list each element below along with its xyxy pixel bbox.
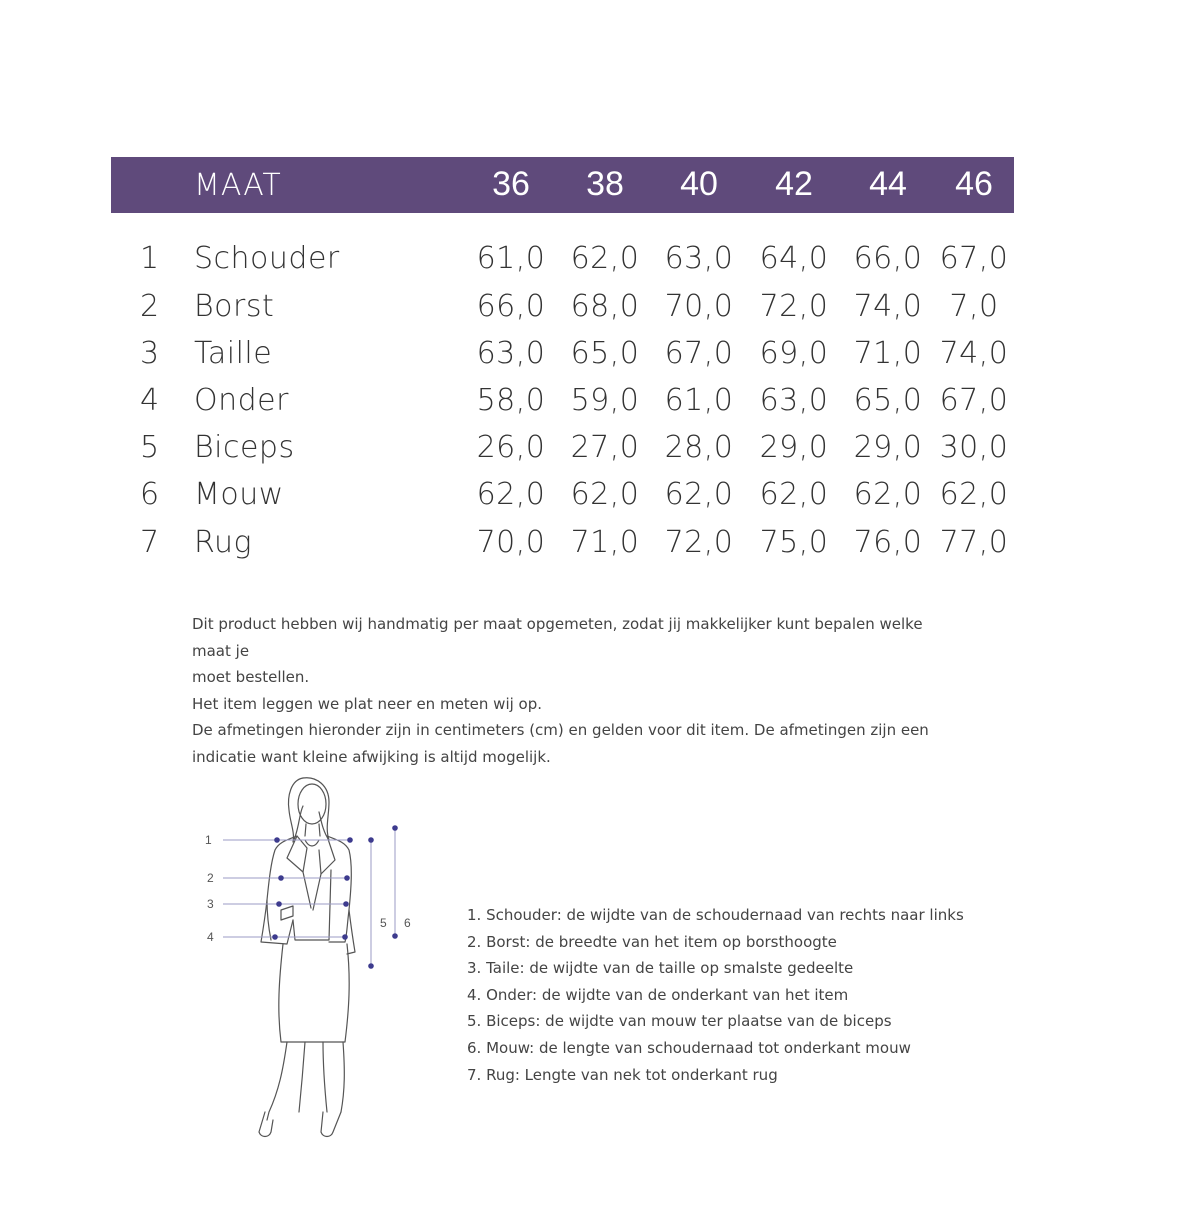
row-label: Rug — [194, 525, 253, 560]
table-cell: 26,0 — [476, 430, 546, 465]
table-cell: 63,0 — [759, 383, 829, 418]
legend-item: 4. Onder: de wijdte van de onderkant van het item — [467, 985, 849, 1004]
row-number: 6 — [140, 477, 160, 512]
table-cell: 7,0 — [949, 289, 999, 324]
table-cell: 62,0 — [853, 477, 923, 512]
row-label: Taille — [194, 336, 273, 371]
size-col-36: 36 — [492, 165, 530, 203]
table-cell: 62,0 — [939, 477, 1009, 512]
table-cell: 74,0 — [853, 289, 923, 324]
intro-line: indicatie want kleine afwijking is altijd mogelijk. — [192, 747, 551, 766]
table-cell: 65,0 — [570, 336, 640, 371]
row-number: 1 — [140, 241, 160, 276]
table-cell: 62,0 — [570, 241, 640, 276]
row-label: Borst — [194, 289, 275, 324]
table-cell: 75,0 — [759, 525, 829, 560]
row-number: 7 — [140, 525, 160, 560]
row-number: 4 — [140, 383, 160, 418]
table-cell: 27,0 — [570, 430, 640, 465]
table-cell: 72,0 — [664, 525, 734, 560]
table-cell: 70,0 — [476, 525, 546, 560]
table-cell: 62,0 — [664, 477, 734, 512]
table-cell: 58,0 — [476, 383, 546, 418]
figure-label-4: 4 — [207, 930, 214, 944]
table-cell: 61,0 — [664, 383, 734, 418]
figure-label-6: 6 — [404, 916, 411, 930]
table-cell: 30,0 — [939, 430, 1009, 465]
table-cell: 77,0 — [939, 525, 1009, 560]
intro-line: moet bestellen. — [192, 668, 310, 686]
table-cell: 67,0 — [939, 241, 1009, 276]
measurement-intro-text — [192, 611, 952, 770]
table-cell: 76,0 — [853, 525, 923, 560]
table-cell: 71,0 — [570, 525, 640, 560]
table-cell: 66,0 — [853, 241, 923, 276]
row-label: Biceps — [194, 430, 295, 465]
size-header-label: MAAT — [194, 168, 282, 203]
row-label: Onder — [194, 383, 289, 418]
figure-label-1: 1 — [205, 833, 212, 847]
table-cell: 71,0 — [853, 336, 923, 371]
size-col-40: 40 — [680, 165, 718, 203]
table-cell: 62,0 — [476, 477, 546, 512]
table-cell: 61,0 — [476, 241, 546, 276]
table-cell: 67,0 — [664, 336, 734, 371]
table-cell: 74,0 — [939, 336, 1009, 371]
size-col-42: 42 — [775, 165, 813, 203]
legend-item: 7. Rug: Lengte van nek tot onderkant rug — [467, 1065, 778, 1084]
row-number: 3 — [140, 336, 160, 371]
intro-line: Het item leggen we plat neer en meten wij op. — [192, 694, 543, 713]
row-number: 2 — [140, 289, 160, 324]
legend-item: 1. Schouder: de wijdte van de schoudernaad van rechts naar links — [467, 906, 964, 924]
legend-item: 3. Taile: de wijdte van de taille op smalste gedeelte — [467, 959, 854, 978]
table-cell: 62,0 — [759, 477, 829, 512]
figure-label-5: 5 — [380, 916, 387, 930]
table-cell: 70,0 — [664, 289, 734, 324]
table-cell: 62,0 — [570, 477, 640, 512]
table-cell: 68,0 — [570, 289, 640, 324]
legend-item: 5. Biceps: de wijdte van mouw ter plaatse van de biceps — [467, 1012, 892, 1031]
table-cell: 59,0 — [570, 383, 640, 418]
size-col-44: 44 — [869, 165, 907, 203]
table-cell: 65,0 — [853, 383, 923, 418]
row-label: Mouw — [194, 477, 284, 512]
intro-line: Dit product hebben wij handmatig per maat opgemeten, zodat jij makkelijker kunt bepalen welke maat je — [192, 615, 923, 660]
figure-label-3: 3 — [207, 897, 214, 911]
size-col-38: 38 — [586, 165, 624, 203]
legend-item: 2. Borst: de breedte van het item op borsthoogte — [467, 932, 837, 951]
legend-item: 6. Mouw: de lengte van schoudernaad tot onderkant mouw — [467, 1038, 911, 1057]
table-cell: 69,0 — [759, 336, 829, 371]
table-cell: 29,0 — [759, 430, 829, 465]
woman-jacket-illustration — [195, 770, 435, 1150]
table-cell: 64,0 — [759, 241, 829, 276]
row-number: 5 — [140, 430, 160, 465]
measurement-figure — [195, 770, 435, 1150]
figure-label-2: 2 — [207, 871, 214, 885]
table-cell: 67,0 — [939, 383, 1009, 418]
table-cell: 63,0 — [664, 241, 734, 276]
size-col-46: 46 — [955, 165, 993, 203]
table-cell: 72,0 — [759, 289, 829, 324]
intro-line: De afmetingen hieronder zijn in centimeters (cm) en gelden voor dit item. De afmetingen zijn een — [192, 721, 929, 739]
table-cell: 29,0 — [853, 430, 923, 465]
table-cell: 28,0 — [664, 430, 734, 465]
table-cell: 66,0 — [476, 289, 546, 324]
table-cell: 63,0 — [476, 336, 546, 371]
row-label: Schouder — [194, 241, 340, 276]
measurement-legend — [467, 902, 1027, 1088]
